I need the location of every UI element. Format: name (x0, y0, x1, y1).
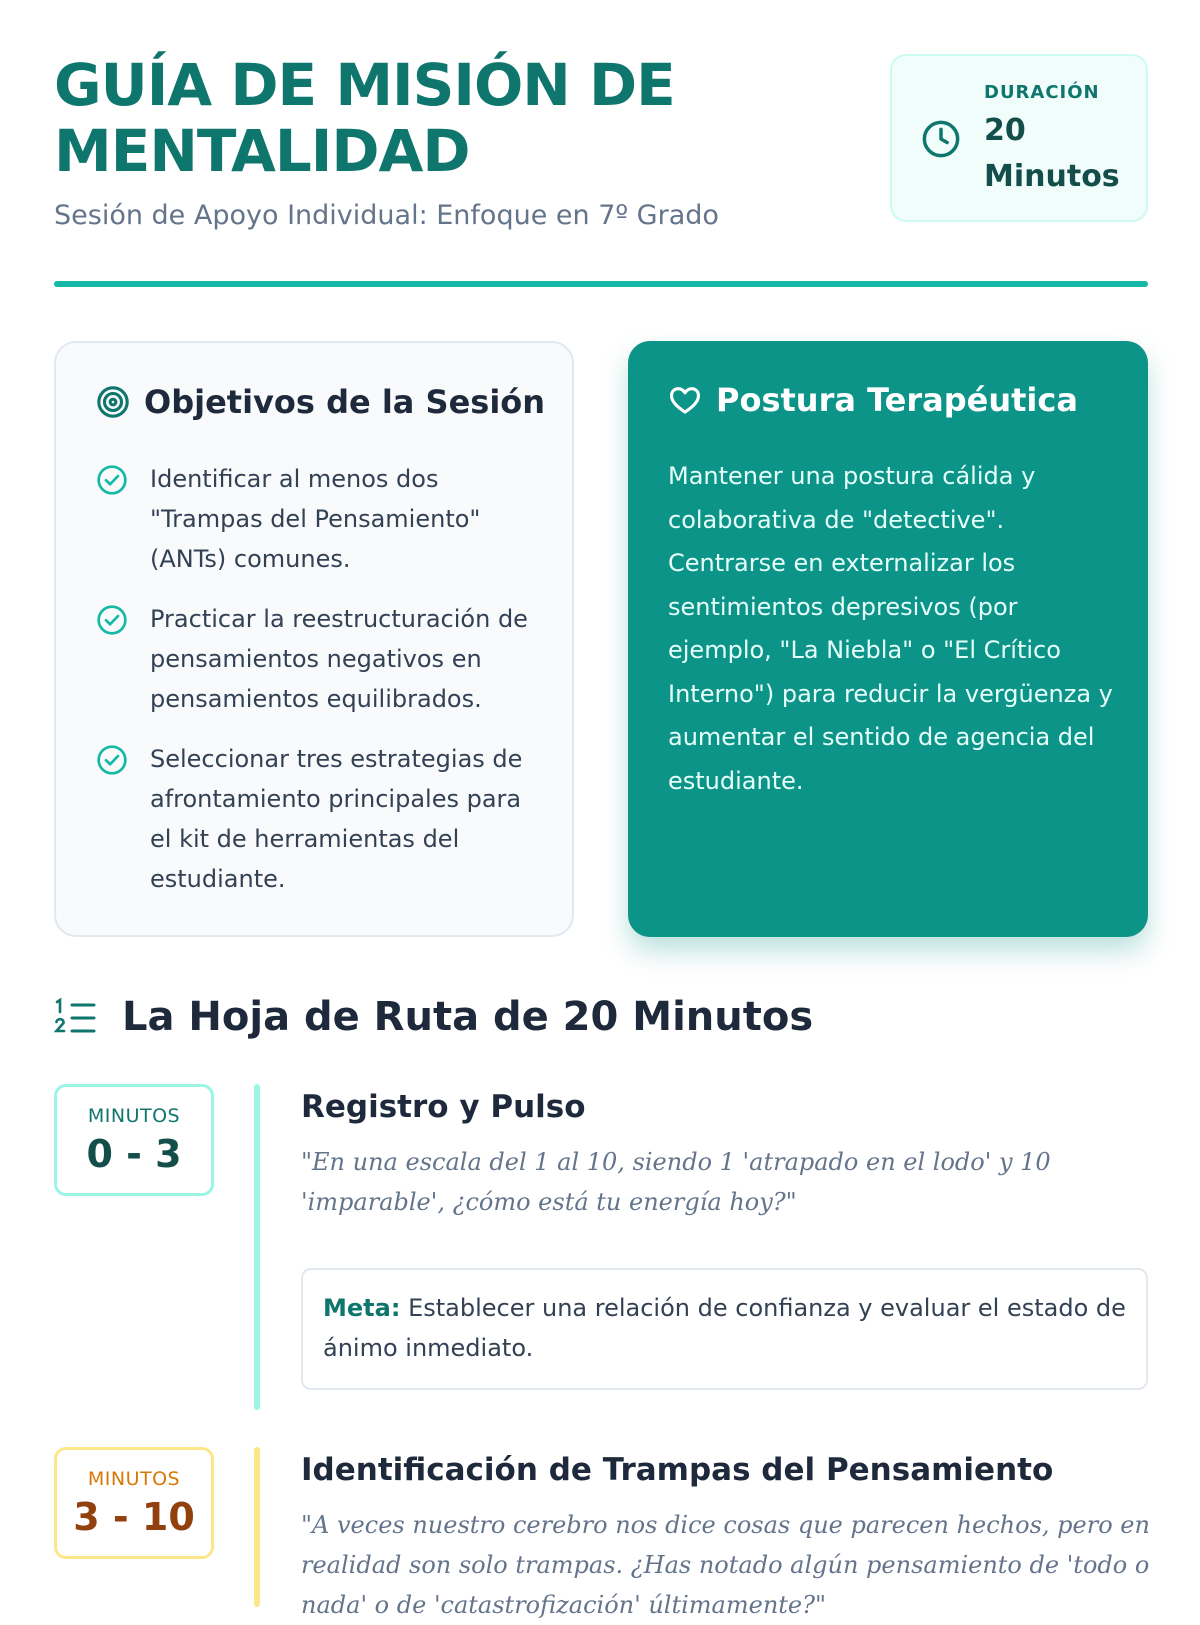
step-goal (301, 1268, 1148, 1390)
heart-icon (668, 383, 702, 417)
goal-label: Meta: (323, 1294, 401, 1322)
minutes-label: MINUTOS (87, 1468, 181, 1490)
roadmap-title-text: La Hoja de Ruta de 20 Minutos (122, 994, 814, 1040)
minutes-label: MINUTOS (87, 1105, 181, 1127)
numbered-list-icon (54, 998, 96, 1038)
page-subtitle: Sesión de Apoyo Individual: Enfoque en 7º Grado (54, 200, 719, 231)
goal-text: Establecer una relación de confianza y evaluar el estado de ánimo inmediato. (323, 1294, 1126, 1362)
stance-description: Mantener una postura cálida y colaborativa de "detective". Centrarse en externalizar los sentimientos depresivos (por ejemplo, "La Niebla" o "El Crítico Interno") para reducir la vergüenza y aumentar el sentido de agencia del estudiante. (668, 462, 1113, 795)
page-title-line-2: MENTALIDAD (54, 117, 470, 185)
check-circle-icon (96, 744, 128, 776)
objective-text: Practicar la reestructuración de pensamientos negativos en pensamientos equilibrados. (150, 605, 528, 713)
check-circle-icon (96, 604, 128, 636)
minutes-value: 3 - 10 (73, 1495, 195, 1539)
minutes-badge (54, 1447, 214, 1559)
duration-label: DURACIÓN (984, 82, 1100, 103)
page-header (54, 52, 1148, 292)
objectives-card (54, 341, 574, 937)
therapeutic-stance-card (628, 341, 1148, 937)
minutes-value: 0 - 3 (86, 1132, 182, 1176)
stance-title-text: Postura Terapéutica (716, 381, 1078, 419)
objectives-title-text: Objetivos de la Sesión (144, 383, 546, 421)
roadmap-step (54, 1447, 1150, 1619)
duration-value: 20 Minutos (984, 113, 1120, 194)
minutes-badge (54, 1084, 214, 1196)
page-title-line-1: GUÍA DE MISIÓN DE (54, 51, 675, 119)
roadmap-step (54, 1084, 1148, 1410)
step-quote: "A veces nuestro cerebro nos dice cosas que parecen hechos, pero en realidad son solo trampas. ¿Has notado algún pensamiento de 'todo o nada' o de 'catastrofización' últimamente?" (301, 1511, 1150, 1619)
header-divider (54, 281, 1148, 287)
step-title: Registro y Pulso (301, 1089, 586, 1125)
objective-text: Identificar al menos dos "Trampas del Pensamiento" (ANTs) comunes. (150, 465, 481, 573)
step-title: Identificación de Trampas del Pensamiento (301, 1452, 1054, 1488)
clock-icon (920, 118, 962, 160)
check-circle-icon (96, 464, 128, 496)
step-quote: "En una escala del 1 al 10, siendo 1 'atrapado en el lodo' y 10 'imparable', ¿cómo está tu energía hoy?" (301, 1148, 1051, 1216)
objective-text: Seleccionar tres estrategias de afrontamiento principales para el kit de herramientas del estudiante. (150, 745, 523, 893)
timeline-bar (254, 1084, 260, 1410)
duration-card (890, 54, 1148, 222)
timeline-bar (254, 1447, 260, 1607)
target-icon (96, 385, 130, 419)
